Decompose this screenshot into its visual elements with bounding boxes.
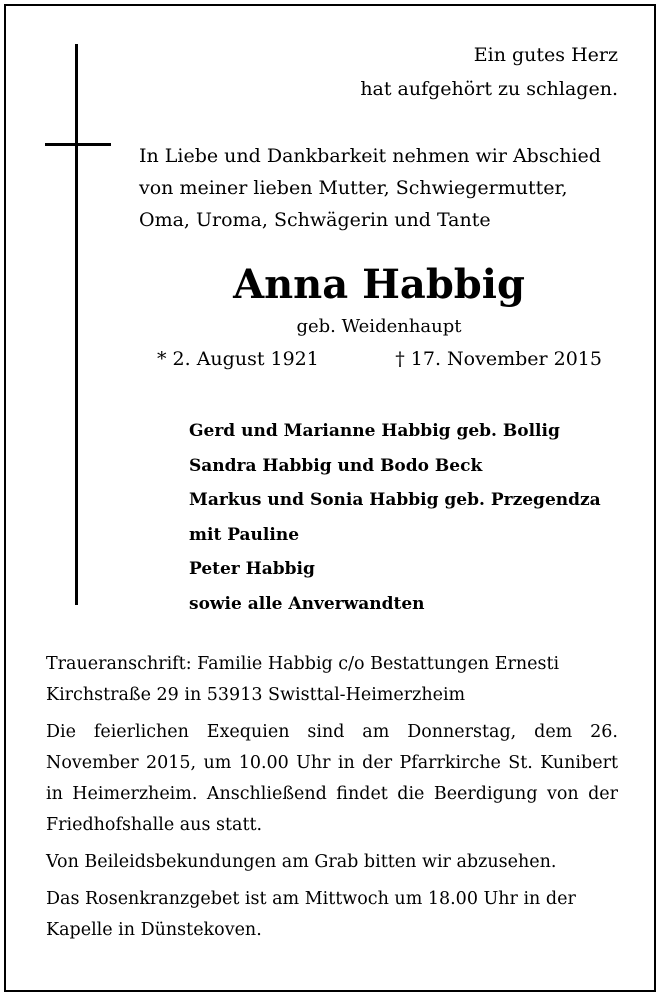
mourning-address: Traueranschrift: Familie Habbig c/o Bestattungen Ernesti Kirchstraße 29 in 53913 Swisttal-Heimerzheim [46,654,560,705]
rosary-info: Das Rosenkranzgebet ist am Mittwoch um 18.00 Uhr in der Kapelle in Dünstekoven. [46,889,576,940]
birth-name: geb. Weidenhaupt [296,316,462,337]
service-info: Die feierlichen Exequien sind am Donnerstag, dem 26. November 2015, um 10.00 Uhr in der Pfarrkirche St. Kunibert in Heimerzheim. Anschließend findet die Beerdigung von der Friedhofshalle aus statt. [46,722,618,835]
life-dates [157,343,602,375]
mourner: Gerd und Marianne Habbig geb. Bollig [189,421,560,441]
mourner: sowie alle Anverwandten [189,593,425,614]
mourner: Peter Habbig [189,559,315,579]
birth-date: * 2. August 1921 [157,348,319,370]
notice-details [46,649,618,952]
intro-text: In Liebe und Dankbarkeit nehmen wir Abschied von meiner lieben Mutter, Schwiegermutter, Oma, Uroma, Schwägerin und Tante [139,145,601,231]
mourner: Markus und Sonia Habbig geb. Przegendza [189,490,601,510]
mourner: Sandra Habbig und Bodo Beck [189,455,483,476]
death-date: † 17. November 2015 [395,348,602,370]
cross-icon [75,44,78,605]
motto: Ein gutes Herz hat aufgehört zu schlagen. [360,44,618,100]
mourners-list [189,414,629,621]
condolence-note: Von Beileidsbekundungen am Grab bitten wir abzusehen. [46,852,557,872]
cross-icon-bar [45,143,111,146]
deceased-name: Anna Habbig [233,261,525,308]
mourner: mit Pauline [189,524,300,545]
